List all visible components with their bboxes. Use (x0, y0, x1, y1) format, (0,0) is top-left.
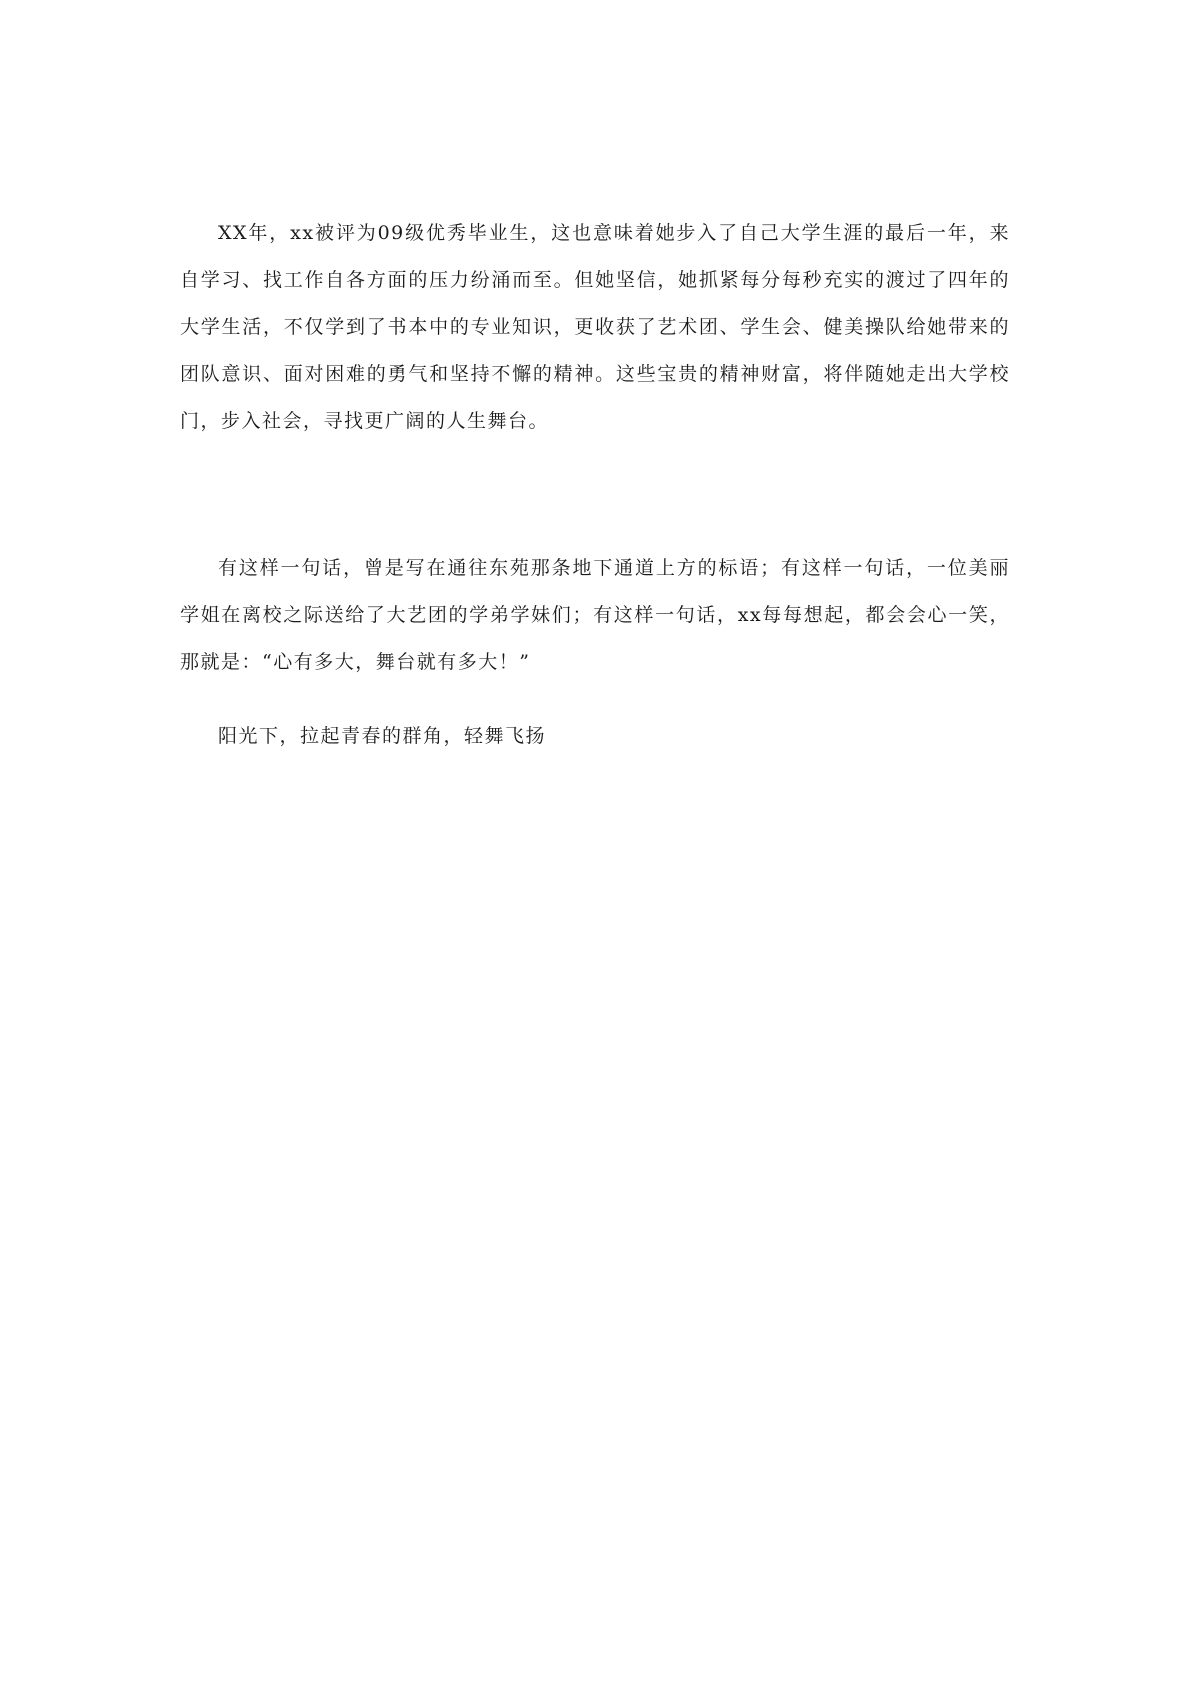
paragraph-motto: 有这样一句话，曾是写在通往东苑那条地下通道上方的标语；有这样一句话，一位美丽学姐在离校之际送给了大艺团的学弟学妹们；有这样一句话，xx每每想起，都会会心一笑，那就是：“心有多大，舞台就有多大！” (180, 557, 1010, 673)
paragraph-graduation: XX年，xx被评为09级优秀毕业生，这也意味着她步入了自己大学生涯的最后一年，来自学习、找工作自各方面的压力纷涌而至。但她坚信，她抓紧每分每秒充实的渡过了四年的大学生活，不仅学到了书本中的专业知识，更收获了艺术团、学生会、健美操队给她带来的团队意识、面对困难的勇气和坚持不懈的精神。这些宝贵的精神财富，将伴随她走出大学校门，步入社会，寻找更广阔的人生舞台。 (180, 222, 1010, 432)
paragraph-heading-sunshine: 阳光下，拉起青春的群角，轻舞飞扬 (218, 725, 547, 747)
